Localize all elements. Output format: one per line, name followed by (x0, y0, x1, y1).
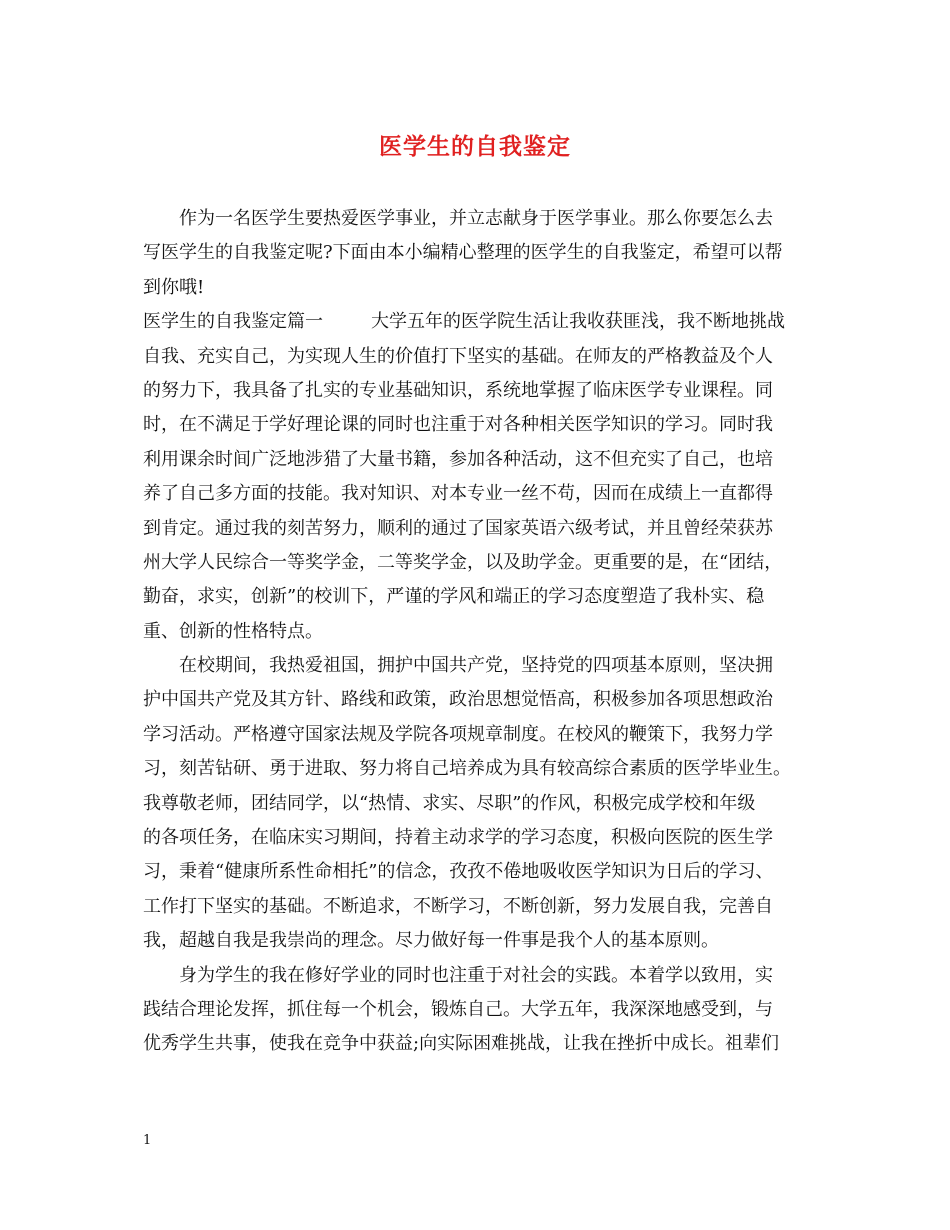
line-text: 的努力下，我具备了扎实的专业基础知识，系统地掌握了临床医学专业课程。同 (143, 379, 773, 401)
section-heading: 医学生的自我鉴定篇一 (143, 311, 323, 333)
text-line (143, 683, 817, 717)
line-text: 学习活动。严格遵守国家法规及学院各项规章制度。在校风的鞭策下，我努力学 (143, 723, 773, 745)
line-text: 护中国共产党及其方针、路线和政策，政治思想觉悟高，积极参加各项思想政治 (143, 689, 773, 711)
document-title: 医学生的自我鉴定 (379, 133, 571, 160)
line-text: 习，刻苦钻研、勇于进取、努力将自己培养成为具有较高综合素质的医学毕业生。 (143, 758, 791, 780)
text-line (143, 546, 817, 580)
text-line (143, 374, 817, 408)
document-body (143, 202, 817, 1062)
text-line (143, 271, 817, 305)
line-text: 工作打下坚实的基础。不断追求，不断学习，不断创新，努力发展自我，完善自 (143, 895, 773, 917)
line-text: 优秀学生共事，使我在竞争中获益;向实际困难挑战，让我在挫折中成长。祖辈们 (143, 1033, 780, 1055)
line-text: 重、创新的性格特点。 (143, 620, 323, 642)
text-line (143, 615, 817, 649)
text-line (143, 236, 817, 270)
text-line (143, 752, 817, 786)
line-text: 写医学生的自我鉴定呢?下面由本小编精心整理的医学生的自我鉴定，希望可以帮 (143, 242, 783, 264)
line-text: 利用课余时间广泛地涉猎了大量书籍，参加各种活动，这不但充实了自己，也培 (143, 448, 773, 470)
line-text: 养了自己多方面的技能。我对知识、对本专业一丝不苟，因而在成绩上一直都得 (143, 483, 773, 505)
line-text: 时，在不满足于学好理论课的同时也注重于对各种相关医学知识的学习。同时我 (143, 414, 773, 436)
line-text: 践结合理论发挥，抓住每一个机会，锻炼自己。大学五年，我深深地感受到，与 (143, 998, 773, 1020)
text-line (143, 477, 817, 511)
line-text: 勤奋，求实，创新”的校训下，严谨的学风和端正的学习态度塑造了我朴实、稳 (143, 586, 765, 608)
text-line (143, 408, 817, 442)
line-text: 在校期间，我热爱祖国，拥护中国共产党，坚持党的四项基本原则，坚决拥 (179, 655, 773, 677)
line-text: 州大学人民综合一等奖学金，二等奖学金，以及助学金。更重要的是，在“团结， (143, 551, 783, 573)
text-line (143, 443, 817, 477)
text-line (143, 580, 817, 614)
line-text: 身为学生的我在修好学业的同时也注重于对社会的实践。本着学以致用，实 (179, 964, 773, 986)
line-text: 到你哦! (143, 276, 205, 298)
line-text: 的各项任务，在临床实习期间，持着主动求学的学习态度，积极向医院的医生学 (143, 827, 773, 849)
text-line (143, 993, 817, 1027)
line-text: 作为一名医学生要热爱医学事业，并立志献身于医学事业。那么你要怎么去 (179, 208, 773, 229)
text-line (143, 959, 817, 993)
line-text: 大学五年的医学院生活让我收获匪浅，我不断地挑战 (371, 311, 785, 333)
line-text: 我尊敬老师，团结同学，以“热情、求实、尽职”的作风，积极完成学校和年级 (143, 792, 756, 814)
text-line (143, 821, 817, 855)
line-text: 自我、充实自己，为实现人生的价值打下坚实的基础。在师友的严格教益及个人 (143, 345, 773, 367)
page-number: 1 (143, 1133, 152, 1148)
line-text: 到肯定。通过我的刻苦努力，顺利的通过了国家英语六级考试，并且曾经荣获苏 (143, 517, 773, 539)
text-line (143, 1027, 817, 1061)
text-line (143, 890, 817, 924)
text-line (143, 512, 817, 546)
text-line (143, 649, 817, 683)
line-text: 我，超越自我是我崇尚的理念。尽力做好每一件事是我个人的基本原则。 (143, 930, 719, 952)
line-text: 习，秉着“健康所系性命相托”的信念，孜孜不倦地吸收医学知识为日后的学习、 (143, 861, 774, 883)
text-line (143, 718, 817, 752)
text-line (143, 924, 817, 958)
text-line (143, 305, 817, 339)
text-line (143, 340, 817, 374)
text-line (143, 202, 817, 236)
text-line (143, 855, 817, 889)
text-line (143, 787, 817, 821)
